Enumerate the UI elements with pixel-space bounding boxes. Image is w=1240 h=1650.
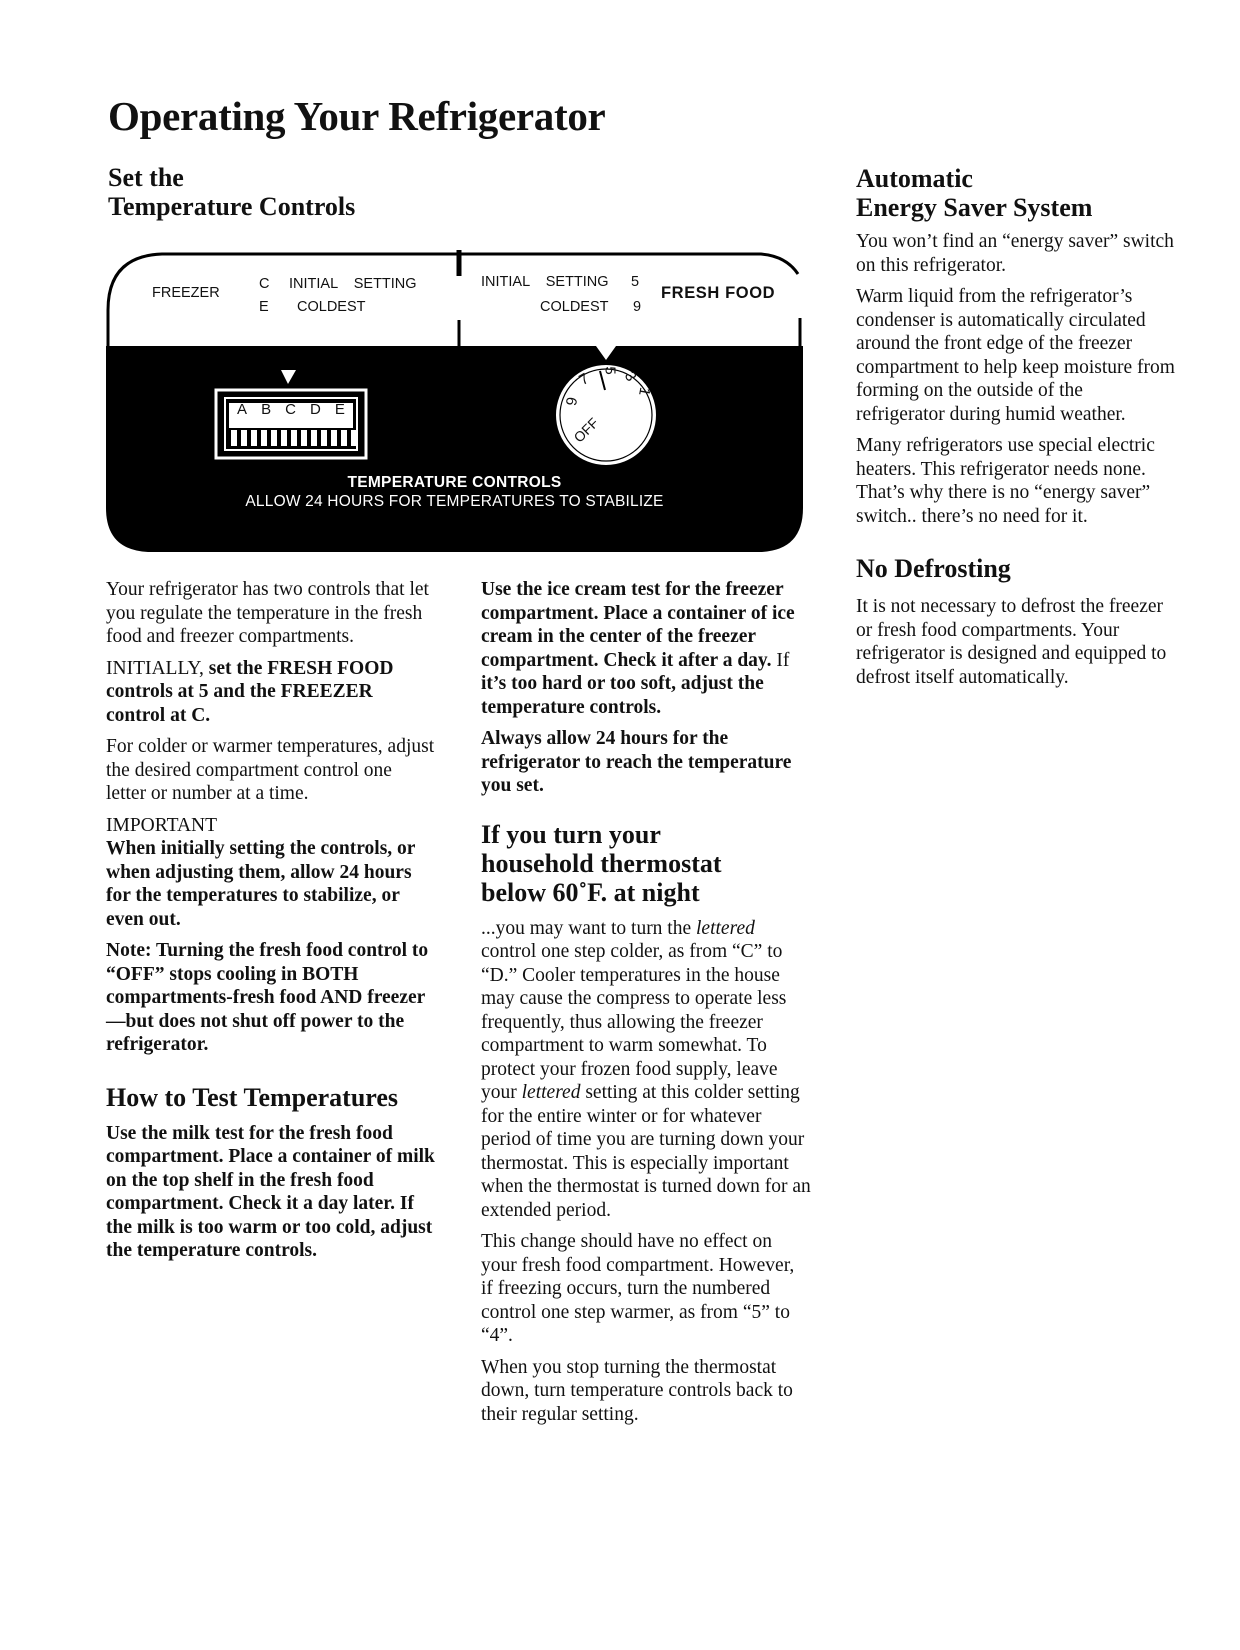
- fresh-food-number-5: 5: [631, 274, 640, 290]
- off-note: Note: Turning the fresh food control to “OFF” stops cooling in BOTH compartments-fresh food AND freezer—but does not shut off power to the refrigerator.: [106, 940, 429, 1055]
- temperature-controls-title: TEMPERATURE CONTROLS: [347, 474, 562, 491]
- test-temperatures-heading: How to Test Temperatures: [106, 1082, 399, 1112]
- slider-tick: [241, 430, 247, 446]
- slider-letter-a: A: [237, 401, 248, 418]
- slider-letter-d: D: [310, 401, 321, 418]
- lettered-emphasis: lettered: [696, 917, 755, 939]
- fresh-food-label: FRESH FOOD: [661, 284, 776, 302]
- slider-tick: [321, 430, 327, 446]
- freezer-letter-c: C: [259, 276, 270, 292]
- page-title: Operating Your Refrigerator: [108, 93, 606, 139]
- freezer-label: FREEZER: [152, 285, 220, 301]
- controls-intro: Your refrigerator has two controls that let you regulate the temperature in the fresh food and freezer compartments.: [106, 579, 429, 647]
- set-controls-heading: [108, 163, 355, 221]
- ice-cream-adjust: it’s too hard or too soft, adjust the temperature controls.: [481, 673, 764, 718]
- ice-cream-test: [481, 578, 811, 719]
- slider-letter-c: C: [285, 401, 296, 418]
- slider-tick: [261, 430, 267, 446]
- important-text: When initially setting the controls, or when adjusting them, allow 24 hours for the temperatures to stabilize, or even out.: [106, 838, 416, 930]
- set-controls-heading-line1: Set the: [108, 163, 184, 192]
- thermostat-heading-line1: If you turn your: [481, 819, 661, 849]
- freezer-slider-scale: [230, 401, 352, 423]
- column-3: [856, 164, 1176, 697]
- thermostat-text-3: When you stop turning the thermostat down, turn temperature controls back to their regular setting.: [481, 1356, 793, 1425]
- thermostat-text-1a: ...you may want to turn the: [481, 917, 692, 939]
- slider-tick: [231, 430, 237, 446]
- adjust-instruction: For colder or warmer temperatures, adjust the desired compartment control one letter or number at a time.: [106, 736, 435, 804]
- slider-tick: [311, 430, 317, 446]
- fresh-food-coldest: COLDEST: [540, 299, 609, 315]
- thermostat-text-1b: control one step colder, as from “C” to “D.” Cooler temperatures in the house may cause the compress to operate less frequently, thus allowing the freezer compartment to warm somewhat. To protect your frozen food supply, leave your: [481, 941, 787, 1103]
- milk-test: Use the milk test for the fresh food compartment. Place a container of milk on the top shelf in the fresh food compartment. Check it a day later. If the milk is too warm or too cold, adjust the temperature controls.: [106, 1122, 435, 1261]
- initially-prefix: INITIALLY,: [106, 657, 204, 679]
- dial-number-7: 7: [576, 370, 593, 389]
- allow-24-hours: Always allow 24 hours for the refrigerator to reach the temperature you set.: [481, 728, 792, 796]
- freezer-letter-e: E: [259, 299, 269, 315]
- dial-number-1: 1: [635, 385, 654, 398]
- thermostat-text-2: This change should have no effect on your fresh food compartment. However, if freezing occurs, turn the numbered control one step warmer, as from “5” to “4”.: [481, 1231, 795, 1346]
- initial-settings-instruction: set the FRESH FOOD controls at 5 and the FREEZER control at C.: [106, 657, 394, 726]
- energy-saver-p3: Many refrigerators use special electric heaters. This refrigerator needs none. That’s why there is no “energy saver” switch.. there’s no need for it.: [856, 435, 1155, 527]
- slider-tick: [251, 430, 257, 446]
- initial-settings: [106, 657, 436, 728]
- important-label: IMPORTANT: [106, 814, 218, 836]
- thermostat-text-1c: setting at this colder setting for the entire winter or for whatever period of time you are turning down your thermostat. This is especially important when the thermostat is turned down for an extended period.: [481, 1082, 811, 1221]
- energy-saver-heading-line2: Energy Saver System: [856, 193, 1093, 222]
- slider-tick: [271, 430, 277, 446]
- column-1: [106, 578, 436, 1271]
- energy-saver-heading-line1: Automatic: [856, 164, 973, 193]
- energy-saver-p1: You won’t find an “energy saver” switch on this refrigerator.: [856, 231, 1174, 276]
- lettered-emphasis-2: lettered: [521, 1082, 581, 1103]
- slider-tick: [301, 430, 307, 446]
- slider-tick: [291, 430, 297, 446]
- ice-cream-test-text: Use the ice cream test for the freezer compartment. Place a container of ice cream in the center of the freezer compartment. Check it after a day.: [481, 579, 795, 671]
- set-controls-heading-line2: Temperature Controls: [108, 192, 356, 221]
- slider-letter-e: E: [334, 401, 345, 418]
- thermostat-heading-line2: household thermostat: [481, 848, 722, 878]
- dial-number-5: 5: [601, 366, 619, 375]
- freezer-coldest: COLDEST: [297, 299, 366, 315]
- slider-tick: [331, 430, 337, 446]
- fresh-food-number-9: 9: [633, 299, 642, 315]
- slider-letter-b: B: [261, 401, 272, 418]
- temperature-controls-subtitle: ALLOW 24 HOURS FOR TEMPERATURES TO STABILIZE: [245, 493, 664, 510]
- dial-off-label: OFF: [570, 414, 602, 446]
- ice-cream-if: If: [776, 649, 790, 671]
- fresh-food-initial-setting: INITIAL SETTING: [481, 274, 609, 290]
- slider-tick: [351, 430, 357, 446]
- no-defrosting-heading: No Defrosting: [856, 554, 1011, 583]
- temperature-control-panel: [106, 250, 803, 554]
- slider-tick: [281, 430, 287, 446]
- important-note: [106, 814, 436, 932]
- freezer-initial-setting: INITIAL SETTING: [289, 276, 417, 292]
- no-defrosting-text: It is not necessary to defrost the freezer or fresh food compartments. Your refrigerator is designed and equipped to defrost itself automatically.: [856, 596, 1167, 688]
- dial-number-9: 9: [563, 395, 582, 408]
- thermostat-heading: [481, 820, 811, 907]
- thermostat-text-1: [481, 917, 811, 1223]
- dial-number-3: 3: [620, 368, 640, 385]
- thermostat-heading-line3: below 60˚F. at night: [481, 877, 700, 907]
- column-2: [481, 578, 811, 1434]
- energy-saver-p2: Warm liquid from the refrigerator’s condenser is automatically circulated around the front edge of the freezer compartment to help keep moisture from forming on the outside of the refrigerator during humid weather.: [856, 286, 1175, 425]
- slider-tick: [341, 430, 347, 446]
